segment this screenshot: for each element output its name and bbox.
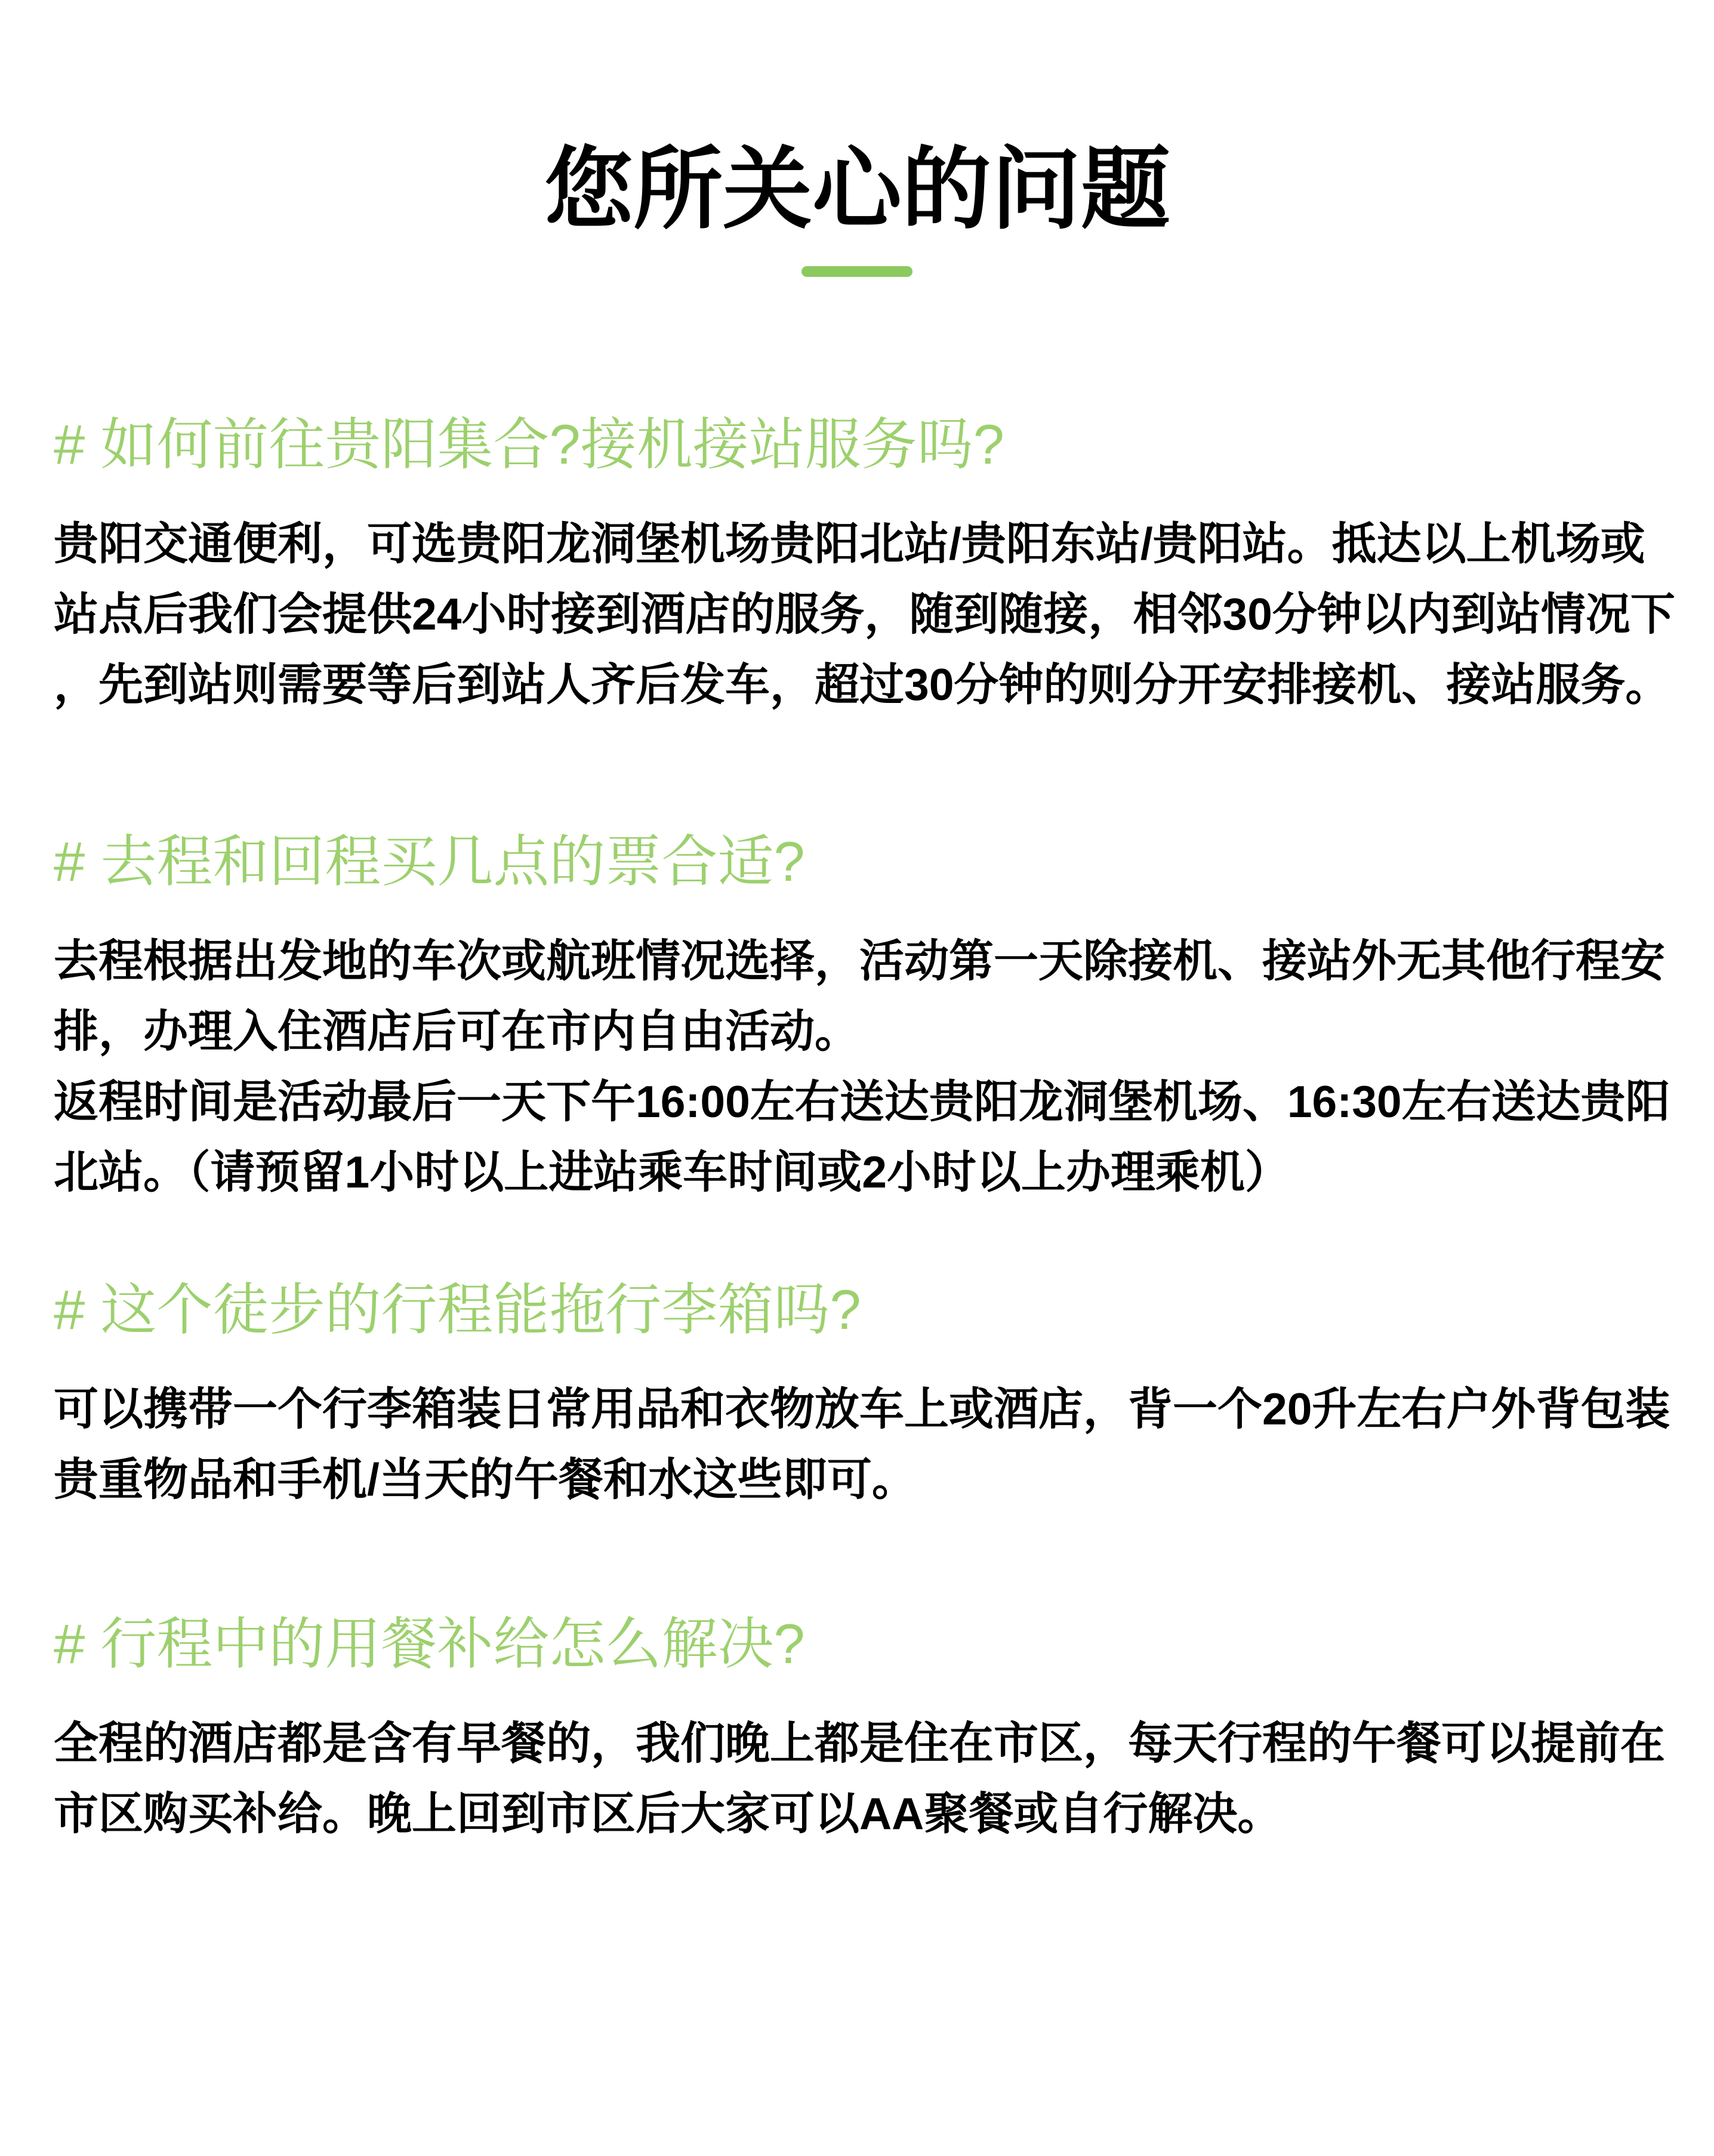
answer-paragraph xyxy=(54,926,1666,1066)
answer-line: 全程的酒店都是含有早餐的，我们晚上都是住在市区，每天行程的午餐可以提前在 xyxy=(54,1718,1666,1768)
answer-paragraph xyxy=(54,508,1675,720)
page-title: 您所关心的问题 xyxy=(543,139,1170,239)
answer-line: 贵重物品和手机/当天的午餐和水这些即可。 xyxy=(54,1454,917,1504)
answer-line: 返程时间是活动最后一天下午16:00左右送达贵阳龙洞堡机场、16:30左右送达贵阳 xyxy=(54,1077,1670,1127)
faq-section xyxy=(54,1275,1670,1515)
faq-section xyxy=(54,410,1675,720)
answer-line: 去程根据出发地的车次或航班情况选择，活动第一天除接机、接站外无其他行程安 xyxy=(54,936,1666,986)
faq-question: # 行程中的用餐补给怎么解决? xyxy=(54,1612,805,1675)
faq-answer xyxy=(54,508,1675,720)
answer-paragraph xyxy=(54,1374,1670,1515)
answer-line: 北站。（请预留1小时以上进站乘车时间或2小时以上办理乘机） xyxy=(54,1147,1290,1197)
answer-line: 市区购买补给。晚上回到市区后大家可以AA聚餐或自行解决。 xyxy=(54,1788,1283,1839)
faq-section xyxy=(54,827,1670,1207)
faq-question: # 这个徒步的行程能拖行李箱吗? xyxy=(54,1278,861,1341)
faq-question: # 去程和回程买几点的票合适? xyxy=(54,830,805,893)
answer-paragraph xyxy=(54,1708,1666,1849)
answer-line: 贵阳交通便利，可选贵阳龙洞堡机场贵阳北站/贵阳东站/贵阳站。抵达以上机场或 xyxy=(54,519,1645,569)
faq-page xyxy=(0,139,1714,1849)
faq-answer xyxy=(54,1708,1666,1849)
answer-paragraph xyxy=(54,1066,1670,1207)
faq-question: # 如何前往贵阳集合?接机接站服务吗? xyxy=(54,413,1004,476)
faq-answer xyxy=(54,1374,1670,1515)
faq-section xyxy=(54,1609,1666,1849)
title-underline xyxy=(801,266,913,277)
answer-line: 可以携带一个行李箱装日常用品和衣物放车上或酒店，背一个20升左右户外背包装 xyxy=(54,1384,1670,1434)
faq-answer xyxy=(54,926,1670,1207)
answer-line: 排，办理入住酒店后可在市内自由活动。 xyxy=(54,1006,860,1056)
answer-line: ，先到站则需要等后到站人齐后发车，超过30分钟的则分开安排接机、接站服务。 xyxy=(54,659,1670,710)
answer-line: 站点后我们会提供24小时接到酒店的服务，随到随接，相邻30分钟以内到站情况下 xyxy=(54,589,1675,639)
